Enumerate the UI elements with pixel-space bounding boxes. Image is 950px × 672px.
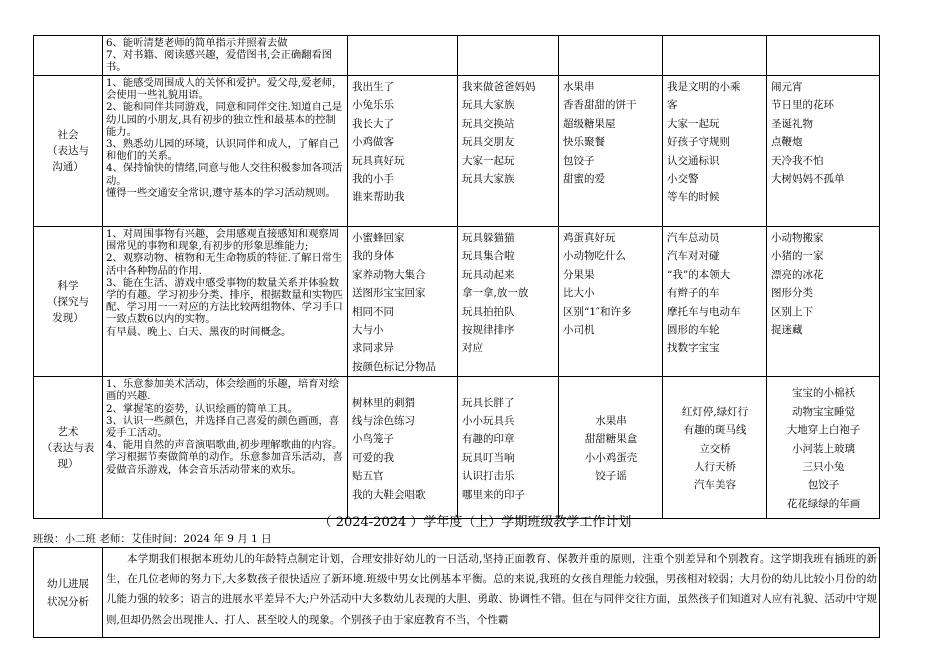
- activity-item: 玩具交换站: [462, 117, 515, 130]
- activity-item: 小鸟笼子: [352, 433, 394, 446]
- goal-item: 2、能和同伴共同游戏，同意和同伴交往.知道自己是幼儿园的小朋友,具有初步的独立性和最基本的控制能力。: [106, 101, 343, 138]
- activity-item: 哪里来的印子: [462, 488, 525, 501]
- goal-item: 3、认识一些颜色，并选择自己喜爱的颜色画画，喜爱手工活动。: [106, 414, 340, 440]
- activity-item: 家养动物大集合: [352, 268, 426, 281]
- subject-cell: [34, 76, 103, 227]
- goal-item: 2、观察动物、植物和无生命物质的特征.了解日常生活中各种物品的作用.: [106, 252, 343, 277]
- activity-item: 我长大了: [352, 117, 394, 130]
- activity-item: 鸡蛋真好玩: [563, 232, 616, 244]
- activity-item: 圆形的车轮: [667, 324, 720, 337]
- activity-item: 立交桥: [699, 442, 731, 455]
- activity-item: 漂亮的冰花: [771, 268, 824, 281]
- activity-item: 客: [667, 99, 678, 112]
- activity-item: 小司机: [563, 324, 595, 337]
- activity-cell: [767, 377, 880, 519]
- activity-cell: [348, 227, 458, 377]
- activity-item: 谁来帮助我: [352, 191, 405, 204]
- activity-item: “我”的本领大: [667, 268, 731, 281]
- activity-item: 小蜜蜂回家: [352, 232, 405, 244]
- analysis-table: [33, 547, 880, 638]
- activity-item: 小河装上玻璃: [792, 442, 855, 455]
- subject-cell: [34, 227, 103, 377]
- goals-cell: [103, 36, 348, 76]
- subject-label: 发现）: [52, 311, 84, 324]
- activity-item: 玩具叮当响: [462, 451, 515, 464]
- activity-item: 天冷我不怕: [771, 154, 824, 167]
- goal-item: 6、能听清楚老师的简单指示并照着去做: [106, 37, 288, 49]
- goals-cell: [103, 377, 348, 519]
- activity-item: 汽车总动员: [667, 232, 720, 244]
- activity-item: 有辫子的车: [667, 287, 720, 300]
- activity-item: 玩具集合啦: [462, 250, 515, 263]
- activity-item: 大地穿上白袍子: [786, 424, 861, 437]
- activity-item: 水果串: [563, 81, 595, 93]
- analysis-label: [34, 548, 103, 638]
- activity-item: 汽车美容: [694, 479, 736, 492]
- activity-cell: [767, 36, 880, 76]
- activity-item: 汽车对对碰: [667, 250, 720, 263]
- activity-item: 贴五官: [352, 470, 384, 483]
- activity-item: 水果串: [595, 414, 627, 427]
- activity-item: 包饺子: [563, 154, 595, 167]
- activity-item: 玩具真好玩: [352, 154, 405, 167]
- activity-cell: [458, 36, 559, 76]
- goal-item: 4、保持愉快的情绪,同意与他人交往积极参加各项活动。: [106, 162, 343, 187]
- activity-item: 小小玩具兵: [462, 414, 515, 427]
- activity-item: 我的小手: [352, 173, 394, 186]
- activity-item: 我来做爸爸妈妈: [462, 81, 536, 93]
- plan-title: （ 2024-2024 ）学年度（上）学期班级教学工作计划: [318, 515, 632, 530]
- activity-item: 按规律排序: [462, 324, 515, 337]
- goal-item: 1、对周围事物有兴趣，会用感观直接感知和观察周围常见的事物和现象,有初步的形象思维能力;: [106, 228, 340, 253]
- activity-item: 小动物搬家: [771, 232, 824, 244]
- activity-cell: [767, 227, 880, 377]
- activity-item: 分果果: [563, 268, 595, 281]
- goal-item: 4、能用自然的声音演唱歌曲,初步理解歌曲的内容。: [106, 439, 343, 452]
- activity-item: 三只小兔: [802, 460, 845, 473]
- activity-item: 玩具动起来: [462, 268, 515, 281]
- activity-item: 小小鸡蛋壳: [584, 451, 638, 464]
- activity-item: 甜甜糖果盒: [584, 433, 638, 446]
- activity-item: 香香甜甜的饼干: [563, 99, 637, 112]
- activity-item: 有趣的斑马线: [683, 424, 747, 437]
- activity-cell: [559, 76, 663, 227]
- subject-label: 沟通）: [52, 161, 84, 173]
- activity-cell: [458, 76, 559, 227]
- activity-cell: [559, 227, 663, 377]
- table-row: [34, 377, 880, 519]
- goals-cell: [103, 227, 348, 377]
- activity-item: 玩具大家族: [462, 173, 515, 186]
- subject-cell: [34, 377, 103, 519]
- analysis-label-line: 状况分析: [47, 595, 89, 608]
- table-row: [34, 36, 880, 76]
- activity-item: 摩托车与电动车: [667, 305, 741, 318]
- activity-cell: [559, 36, 663, 76]
- activity-item: 红灯停,绿灯行: [681, 405, 749, 418]
- activity-item: 捉迷藏: [771, 324, 803, 337]
- goals-cell: [103, 76, 348, 227]
- activity-cell: [663, 36, 767, 76]
- activity-item: 超级糖果屋: [563, 117, 616, 130]
- goal-item: 3、熟悉幼儿园的环境，认识同伴和成人，了解自己和他们的关系。: [106, 138, 340, 163]
- analysis-label-line: 幼儿进展: [47, 577, 89, 590]
- activity-item: 小动物吃什么: [563, 250, 626, 263]
- activity-cell: [663, 76, 767, 227]
- activity-item: 相同不同: [352, 305, 394, 318]
- activity-item: 节日里的花环: [771, 99, 834, 112]
- activity-cell: [458, 377, 559, 519]
- activity-item: 等车的时候: [667, 191, 720, 204]
- activity-item: 大家一起玩: [667, 117, 720, 130]
- goal-item: 3、能在生活、游戏中感受事物的数量关系并体验数学的有趣。学习初步分类、排序，根据数量和实物匹配、学习用一一对应的方法比较两组物体、学习手口一致点数6以内的实物。: [106, 276, 343, 326]
- activity-cell: [348, 377, 458, 519]
- activity-item: 找数字宝宝: [667, 342, 720, 355]
- curriculum-table: [33, 35, 880, 519]
- subject-label: 社会: [57, 129, 79, 141]
- activity-item: 区别上下: [771, 305, 813, 318]
- activity-item: 动物宝宝睡觉: [792, 405, 855, 418]
- activity-item: 玩具躲猫猫: [462, 232, 515, 244]
- activity-item: 小交警: [667, 173, 699, 186]
- activity-cell: [348, 36, 458, 76]
- activity-item: 包饺子: [807, 479, 840, 492]
- goal-item: 懂得一些交通安全常识,遵守基本的学习活动规则。: [106, 186, 336, 199]
- activity-item: 大与小: [352, 324, 384, 337]
- activity-item: 我出生了: [352, 81, 394, 93]
- analysis-text: 本学期我们根据本班幼儿的年龄特点制定计划，合理安排好幼儿的一日活动,坚持正面教育、保教并重的原则，注重个别差异和个别教育。这学期我班有插班的新生，在几位老师的努力下,大多数孩子很快适应了新环境.班级中男女比例基本平衡。总的来说,我班的女孩自理能力较强，男孩相对较弱；大月份的幼儿比较小月份的幼儿能力强的较多；语言的进展水平差异不大;户外活动中大多数幼儿表现的大胆、勇敢、协调性不错。但在与同伴交往方面，虽然孩子们知道对人应有礼貌、活动中守规则,但却仍然会出现推人、打人、甚至咬人的现象。个别孩子由于家庭教育不当，个性霸: [103, 548, 880, 638]
- activity-item: 拿一拿,放一放: [462, 287, 529, 300]
- activity-item: 我的大鞋会唱歌: [352, 488, 426, 501]
- activity-item: 甜蜜的爱: [563, 173, 605, 186]
- subject-label: （探究与: [47, 295, 89, 308]
- activity-item: 玩具交朋友: [462, 136, 515, 149]
- class-info: 班级：小二班 老师：艾佳时间：2024 年 9 月 1 日: [33, 533, 272, 545]
- activity-item: 线与涂色练习: [352, 414, 415, 427]
- table-row: [34, 76, 880, 227]
- activity-item: 送图形宝宝回家: [352, 287, 426, 300]
- activity-item: 闹元宵: [771, 81, 803, 93]
- goal-item: 有早晨、晚上、白天、黑夜的时间概念。: [106, 325, 292, 338]
- activity-cell: [348, 76, 458, 227]
- goal-item: 1、乐意参加美术活动，体会绘画的乐趣，培育对绘画的兴趣.: [106, 378, 340, 403]
- activity-item: 认交通标识: [667, 154, 720, 167]
- activity-item: 小兔乐乐: [352, 99, 394, 112]
- activity-item: 好孩子守规则: [667, 136, 730, 149]
- activity-item: 我的身体: [352, 250, 394, 263]
- activity-item: 宝宝的小棉袄: [792, 387, 855, 400]
- activity-item: 点鞭炮: [771, 136, 803, 149]
- subject-label: 艺术: [57, 425, 79, 438]
- goal-item: 7、对书籍、阅读感兴趣，爱借图书,会正确翻看图书。: [106, 49, 333, 74]
- activity-item: 大家一起玩: [462, 154, 515, 167]
- activity-item: 圣诞礼物: [771, 117, 813, 130]
- activity-item: 求同求异: [352, 342, 394, 355]
- activity-item: 比大小: [563, 287, 595, 300]
- activity-item: 小鸡做客: [352, 136, 394, 149]
- activity-item: 饺子谣: [595, 470, 627, 483]
- subject-label: （表达与: [47, 145, 89, 157]
- subject-cell: [34, 36, 103, 76]
- activity-item: 人行天桥: [694, 460, 736, 473]
- activity-item: 图形分类: [771, 287, 813, 300]
- subject-label: （表达与表: [41, 441, 95, 454]
- activity-cell: [767, 76, 880, 227]
- activity-item: 大树妈妈不孤单: [771, 173, 845, 186]
- activity-item: 区别“1″和许多: [563, 305, 632, 318]
- activity-cell: [458, 227, 559, 377]
- activity-item: 快乐聚餐: [563, 136, 605, 149]
- activity-item: 按颜色标记分物品: [352, 360, 436, 373]
- goal-item: 学习根据节奏做简单的动作。乐意参加音乐活动，喜爱做音乐游戏，体会音乐活动带来的欢乐。: [106, 451, 343, 476]
- goal-item: 1、能感受周围成人的关怀和爱护。爱父母,爱老师，会使用一些礼貌用语。: [106, 77, 343, 102]
- activity-item: 花花绿绿的年画: [786, 497, 861, 510]
- activity-item: 认识打击乐: [462, 470, 515, 483]
- activity-item: 可爱的我: [352, 451, 394, 464]
- activity-item: 对应: [462, 342, 483, 355]
- activity-item: 玩具长胖了: [462, 396, 515, 409]
- activity-item: 我是文明的小乘: [667, 81, 741, 93]
- activity-cell: [559, 377, 663, 519]
- activity-item: 玩具大家族: [462, 99, 515, 112]
- table-row: [34, 227, 880, 377]
- activity-item: 玩具拍拍队: [462, 305, 515, 318]
- activity-cell: [663, 227, 767, 377]
- activity-item: 小猪的一家: [771, 250, 824, 263]
- activity-item: 有趣的印章: [462, 433, 515, 446]
- activity-cell: [663, 377, 767, 519]
- subject-label: 科学: [57, 279, 79, 292]
- analysis-row: [34, 548, 880, 638]
- subject-label: 现）: [57, 457, 79, 470]
- activity-item: 树林里的刺猬: [352, 396, 415, 409]
- goal-item: 2、掌握笔的姿势，认识绘画的简单工具。: [106, 402, 298, 415]
